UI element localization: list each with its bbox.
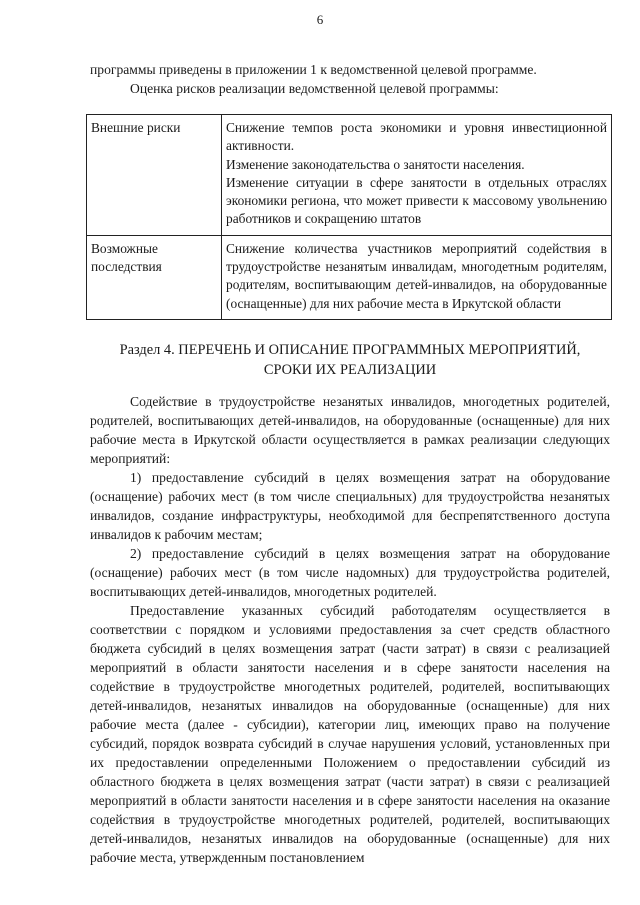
body-paragraph: Содействие в трудоустройстве незанятых инвалидов, многодетных родителей, родителей, воспитывающих детей-инвалидов, на оборудованные (оснащенные) для них рабочие места в Иркутской области осуществляется в рамках реализации следующих мероприятий:	[90, 394, 610, 466]
risk-table	[86, 114, 612, 320]
risk-item: Изменение законодательства о занятости населения.	[226, 156, 525, 172]
body-paragraph: 1) предоставление субсидий в целях возмещения затрат на оборудование (оснащение) рабочих мест (в том числе специальных) для трудоустройства незанятых инвалидов, создание инфраструктуры, необходимой для беспрепятственного доступа инвалидов к рабочим местам;	[90, 470, 610, 542]
risk-content-external	[222, 115, 612, 236]
table-row	[87, 235, 612, 319]
intro-text	[90, 60, 610, 98]
risk-label-external: Внешние риски	[87, 115, 222, 236]
intro-line-1: программы приведены в приложении 1 к ведомственной целевой программе.	[90, 62, 537, 77]
body-paragraph: 2) предоставление субсидий в целях возмещения затрат на оборудование (оснащение) рабочих мест (в том числе надомных) для трудоустройства родителей, воспитывающих детей-инвалидов, многодетных родителей.	[90, 546, 610, 599]
risk-item: Изменение ситуации в сфере занятости в отдельных отраслях экономики региона, что может привести к массовому увольнению работников и сокращению штатов	[226, 174, 607, 227]
body-text	[90, 392, 610, 867]
page-number: 6	[316, 12, 324, 27]
section-title	[90, 340, 610, 380]
section-title-line-2: СРОКИ ИХ РЕАЛИЗАЦИИ	[263, 362, 437, 378]
table-row	[87, 115, 612, 236]
risk-content-consequences	[222, 235, 612, 319]
section-title-line-1: Раздел 4. ПЕРЕЧЕНЬ И ОПИСАНИЕ ПРОГРАММНЫХ МЕРОПРИЯТИЙ,	[119, 342, 581, 358]
risk-item: Снижение количества участников мероприятий содействия в трудоустройстве незанятым инвалидам, многодетным родителям, родителям, воспитывающим детей-инвалидов, на оборудованные (оснащенные) для них рабочие места в Иркутской области	[226, 240, 607, 311]
body-paragraph: Предоставление указанных субсидий работодателям осуществляется в соответствии с порядком и условиями предоставления за счет средств областного бюджета субсидий в целях возмещения затрат (части затрат) в связи с реализацией мероприятий в области занятости населения и в сфере занятости населения на содействие в трудоустройстве многодетных родителей, родителей, воспитывающих детей-инвалидов, незанятых инвалидов на оборудованные (оснащенные) для них рабочие места (далее - субсидии), категории лиц, имеющих право на получение субсидий, порядок возврата субсидий в случае нарушения условий, установленных при их предоставлении определенными Положением о предоставлении субсидий из областного бюджета в целях возмещения затрат (части затрат) в связи с реализацией мероприятий в области занятости населения и в сфере занятости населения на оказание содействия в трудоустройстве многодетных родителей, родителей, воспитывающих детей-инвалидов, незанятых инвалидов на оборудованные (оснащенные) для них рабочие места, утвержденным постановлением	[90, 603, 610, 865]
risk-item: Снижение темпов роста экономики и уровня инвестиционной активности.	[226, 120, 607, 154]
risk-label-consequences: Возможные последствия	[87, 235, 222, 319]
intro-line-2: Оценка рисков реализации ведомственной целевой программы:	[130, 81, 499, 96]
